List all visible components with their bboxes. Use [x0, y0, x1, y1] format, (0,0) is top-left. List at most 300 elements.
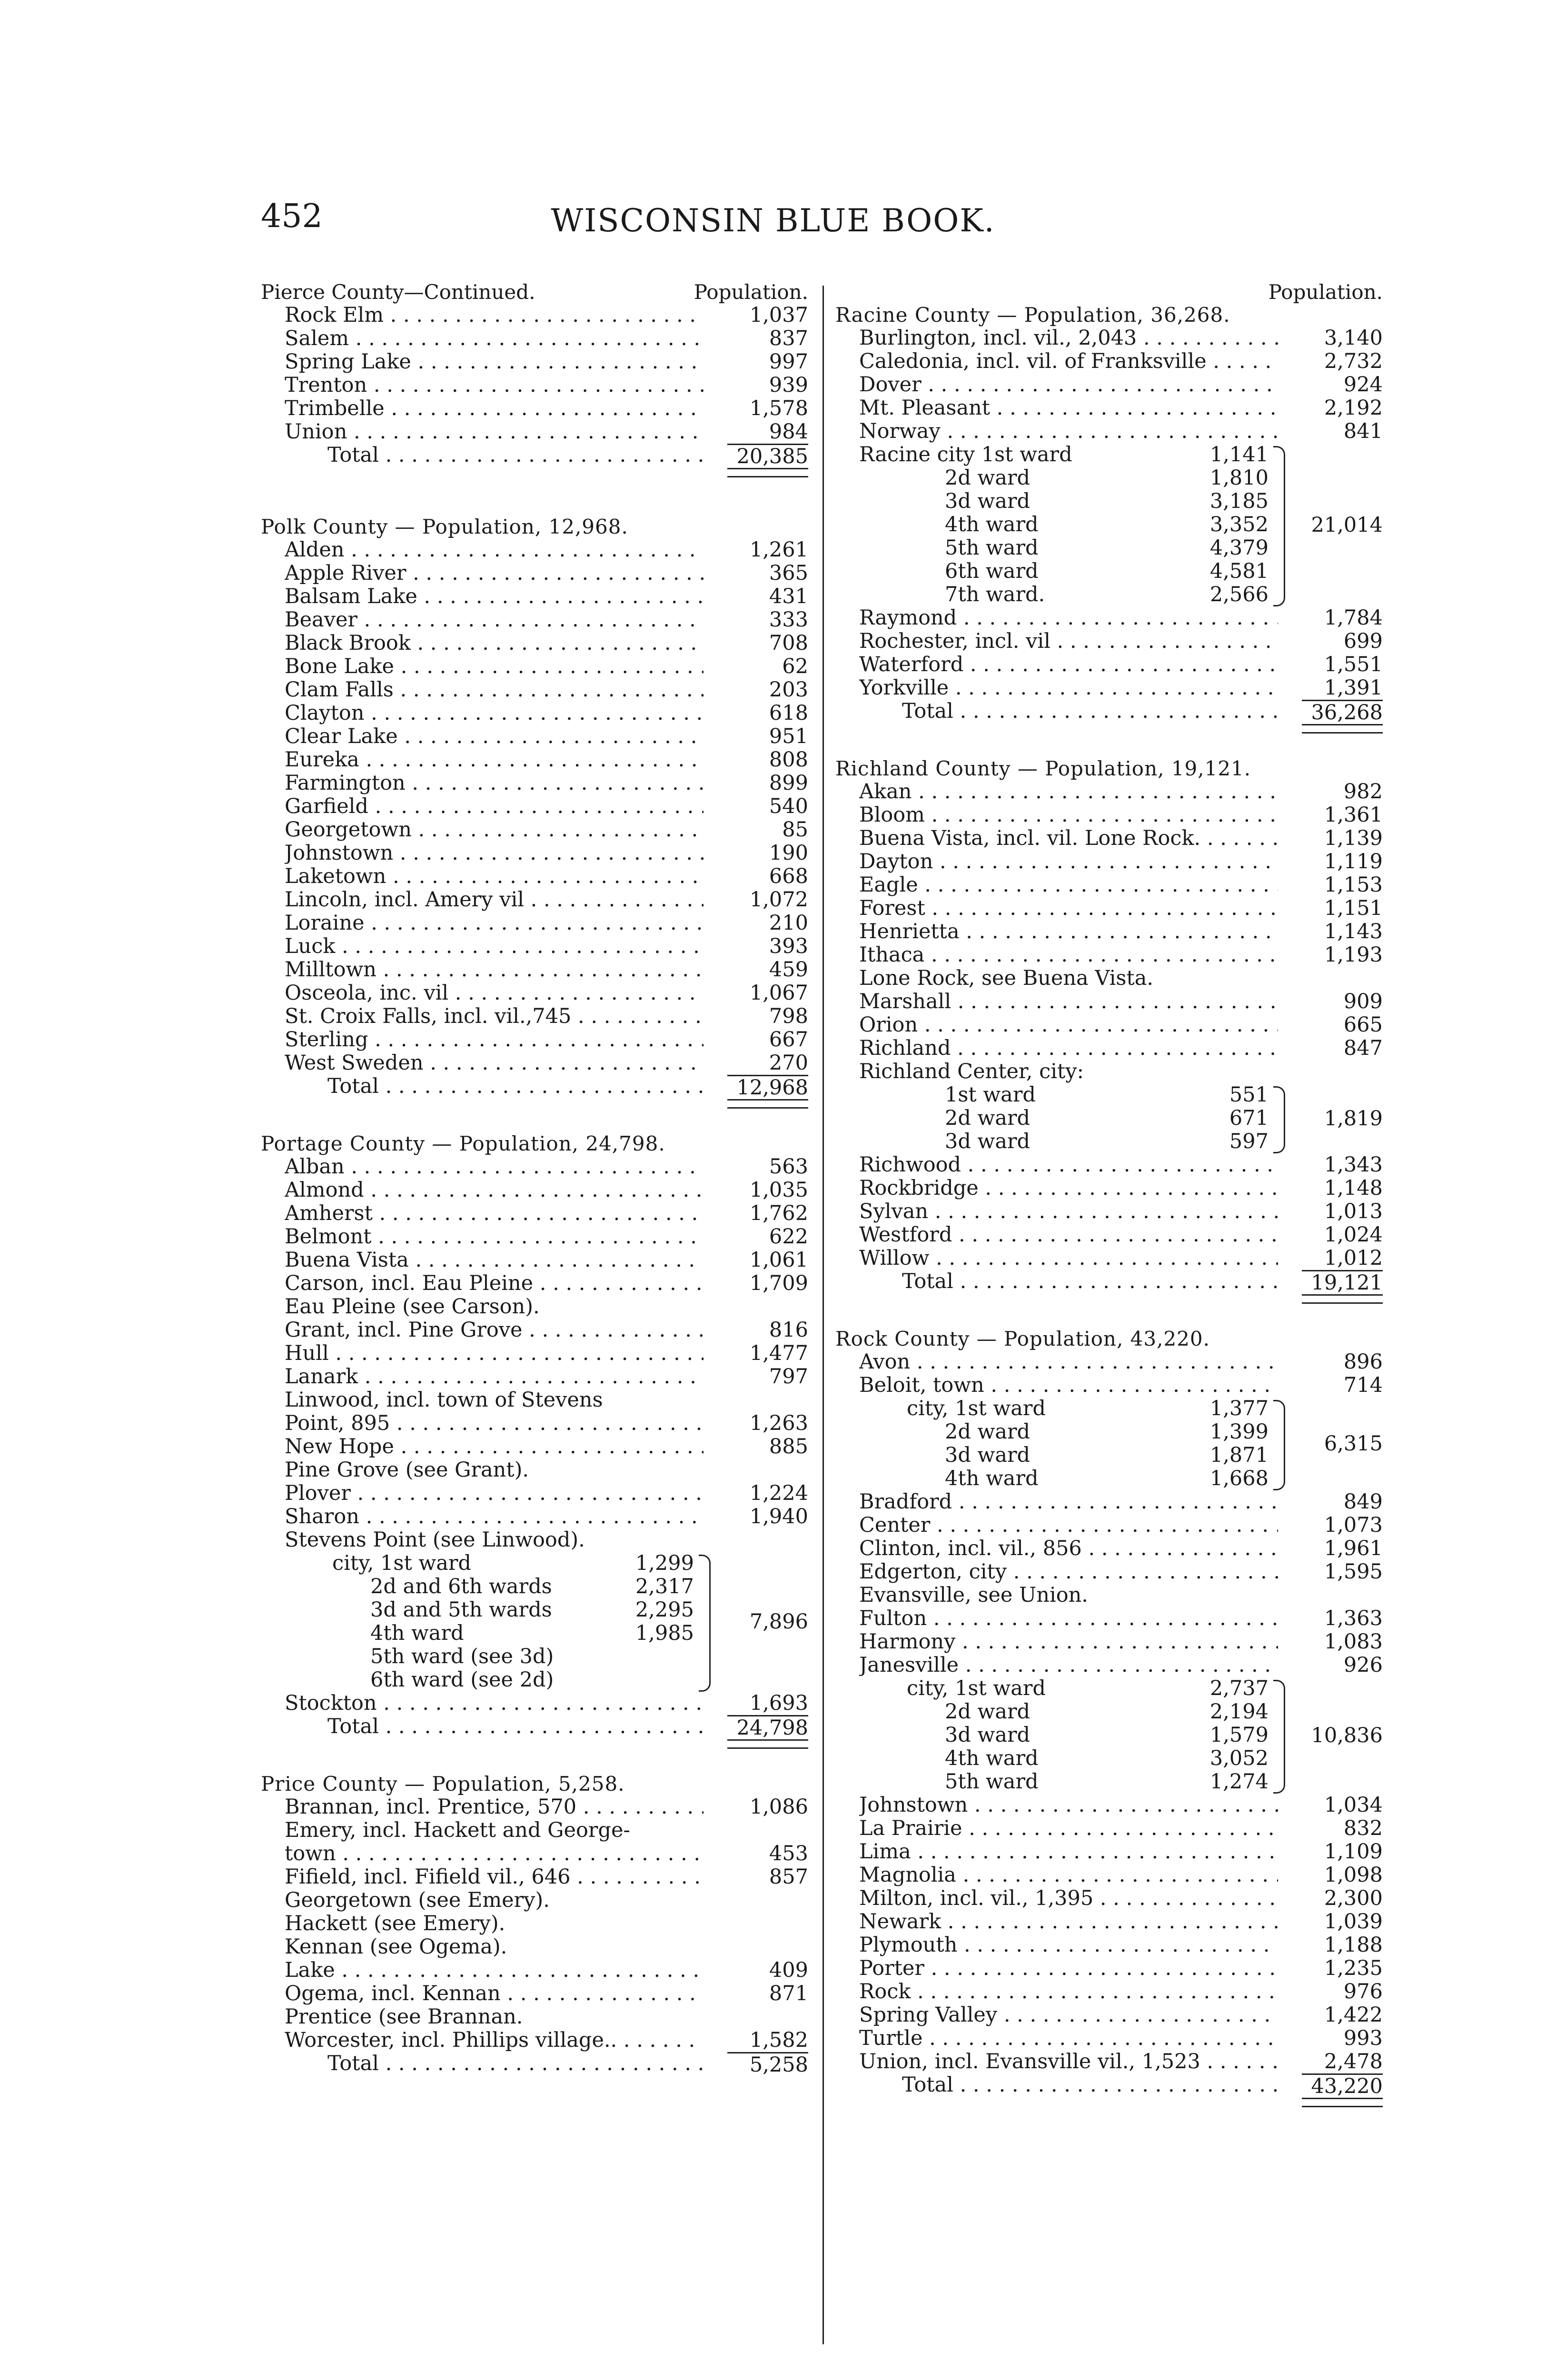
- place-name: Richland . . .: [859, 1037, 1278, 1060]
- place-name: Plymouth . . .: [859, 1934, 1278, 1957]
- place-name: Point, 895 . . .: [285, 1412, 704, 1435]
- table-row: [835, 420, 1383, 443]
- table-row: [835, 1374, 1383, 1397]
- place-name: Center . . .: [859, 1514, 1278, 1537]
- table-row: [261, 1179, 808, 1202]
- place-name: Clinton, incl. vil., 856 . . .: [859, 1537, 1278, 1560]
- population-value: 1,073: [1324, 1513, 1383, 1537]
- table-row: [261, 1365, 808, 1388]
- population-value: 1,035: [749, 1178, 808, 1202]
- place-name: Rock . . .: [859, 1980, 1278, 2003]
- ward-row: [835, 490, 1383, 513]
- total-label: Total . . .: [902, 1270, 1278, 1293]
- ward-row: [835, 466, 1383, 490]
- population-value: 984: [769, 420, 808, 444]
- section-title: Polk County — Population, 12,968.: [261, 515, 628, 538]
- ward-value: 1,141: [1209, 443, 1269, 466]
- section-title: Pierce County—Continued.: [261, 280, 535, 304]
- place-name: Porter . . .: [859, 1957, 1278, 1980]
- place-name: Avon . . .: [859, 1350, 1278, 1374]
- population-value: 2,478: [1324, 2050, 1383, 2073]
- table-row: [835, 803, 1383, 827]
- ward-label: 3d ward: [945, 1130, 1031, 1153]
- place-name: Lincoln, incl. Amery vil . . .: [285, 888, 704, 912]
- table-row: [835, 1607, 1383, 1630]
- place-name: Lake . . .: [285, 1959, 704, 1982]
- population-value: 1,961: [1324, 1537, 1383, 1560]
- population-value: 1,012: [1324, 1246, 1383, 1270]
- brace: [1273, 1680, 1285, 1794]
- population-value: 1,595: [1324, 1560, 1383, 1584]
- total-value: 20,385: [727, 444, 808, 468]
- table-row: [261, 1458, 808, 1482]
- population-value: 622: [769, 1225, 808, 1249]
- place-name: town . . .: [285, 1842, 704, 1865]
- janesville-city-wards: [835, 1677, 1383, 1794]
- place-name: Stockton . . .: [285, 1692, 704, 1715]
- place-name: Osceola, inc. vil . . .: [285, 982, 704, 1005]
- population-value: 665: [1343, 1013, 1383, 1037]
- table-row: [261, 2005, 808, 2029]
- place-name: Westford . . .: [859, 1223, 1278, 1247]
- ward-value: 671: [1229, 1106, 1269, 1130]
- place-name: Rock Elm . . .: [285, 304, 704, 327]
- total-value: 24,798: [727, 1715, 808, 1740]
- population-value: 333: [769, 608, 808, 632]
- population-value: 668: [769, 864, 808, 888]
- population-value: 1,361: [1324, 803, 1383, 827]
- ward-value: 1,274: [1209, 1770, 1269, 1794]
- place-name: Eureka . . .: [285, 748, 704, 772]
- table-row: [261, 1435, 808, 1458]
- table-row: [835, 2003, 1383, 2027]
- ward-label: Racine city 1st ward: [859, 443, 1072, 466]
- table-row: [835, 1013, 1383, 1037]
- right-column: [835, 281, 1383, 2107]
- table-row: [835, 2050, 1383, 2073]
- population-value: 1,343: [1324, 1153, 1383, 1177]
- population-value: 431: [769, 585, 808, 608]
- population-value: 1,784: [1324, 606, 1383, 630]
- population-value: 871: [769, 1982, 808, 2005]
- place-name: Forest . . .: [859, 897, 1278, 920]
- rock-rows: [835, 1350, 1383, 1397]
- ward-label: 3d ward: [945, 1443, 1031, 1467]
- ward-label: 3d ward: [945, 1723, 1031, 1747]
- place-name: Sterling . . .: [285, 1028, 704, 1051]
- section-title: Rock County — Population, 43,220.: [835, 1327, 1210, 1350]
- population-value: 1,109: [1324, 1840, 1383, 1864]
- table-row: [835, 897, 1383, 920]
- brace: [1273, 446, 1285, 606]
- population-value: 1,940: [749, 1505, 808, 1528]
- place-name: Ogema, incl. Kennan . . .: [285, 1982, 704, 2005]
- table-row: [261, 327, 808, 350]
- population-value: 1,235: [1324, 1956, 1383, 1980]
- table-row: [261, 678, 808, 702]
- place-name: Prentice (see Brannan.: [285, 2005, 523, 2029]
- pierce-header: [261, 281, 808, 304]
- total-label: Total . . .: [327, 2052, 704, 2075]
- ward-label: 3d ward: [945, 489, 1031, 513]
- place-name: Emery, incl. Hackett and George-: [285, 1819, 630, 1842]
- place-name: Milltown . . .: [285, 958, 704, 982]
- table-row: [261, 1388, 808, 1412]
- place-name: Dayton . . .: [859, 850, 1278, 873]
- column-rule: [823, 286, 824, 2344]
- population-value: 1,709: [749, 1271, 808, 1295]
- place-name: Garfield . . .: [285, 795, 704, 818]
- population-value: 1,139: [1324, 826, 1383, 850]
- table-row: [835, 1864, 1383, 1887]
- place-name: Pine Grove (see Grant).: [285, 1458, 529, 1482]
- total-label: Total . . .: [902, 700, 1278, 723]
- place-name: Henrietta . . .: [859, 920, 1278, 943]
- population-value: 714: [1343, 1373, 1383, 1397]
- ward-value: 2,317: [635, 1575, 694, 1598]
- ward-row: [261, 1575, 808, 1598]
- population-value: 3,140: [1324, 326, 1383, 350]
- population-value: 926: [1343, 1653, 1383, 1677]
- population-value: 1,151: [1324, 896, 1383, 920]
- pierce-rows: [261, 304, 808, 444]
- population-value: 203: [769, 678, 808, 702]
- place-name: Johnstown . . .: [859, 1794, 1278, 1817]
- ward-label: 4th ward: [945, 1467, 1039, 1490]
- population-value: 1,143: [1324, 920, 1383, 943]
- population-value: 409: [769, 1958, 808, 1982]
- table-row: [261, 1249, 808, 1272]
- place-name: Stevens Point (see Linwood).: [285, 1528, 585, 1552]
- ward-row: [835, 1747, 1383, 1770]
- table-row: [835, 327, 1383, 350]
- population-value: 849: [1343, 1490, 1383, 1514]
- ward-value: 2,295: [635, 1598, 694, 1622]
- population-value: 2,300: [1324, 1886, 1383, 1910]
- table-row: [261, 655, 808, 678]
- beloit-city-wards: [835, 1397, 1383, 1490]
- table-row: [261, 1505, 808, 1528]
- place-name: La Prairie . . .: [859, 1817, 1278, 1840]
- population-value: 896: [1343, 1350, 1383, 1374]
- table-row: [835, 1840, 1383, 1864]
- table-row: [261, 748, 808, 772]
- table-row: [261, 1889, 808, 1912]
- table-row: [835, 606, 1383, 630]
- place-name: Buena Vista, incl. vil. Lone Rock. . . .: [859, 827, 1278, 850]
- population-value: 210: [769, 911, 808, 935]
- brace: [1273, 1086, 1285, 1153]
- table-row: [261, 1005, 808, 1028]
- city-total-value: 10,836: [1311, 1723, 1383, 1747]
- table-row: [261, 702, 808, 725]
- ward-value: 1,668: [1209, 1467, 1269, 1490]
- ward-value: 597: [1229, 1130, 1269, 1153]
- population-value: 1,224: [749, 1481, 808, 1505]
- population-value: 2,192: [1324, 396, 1383, 420]
- population-value: 1,477: [749, 1341, 808, 1365]
- total-row: [261, 2052, 808, 2075]
- population-value: 797: [769, 1365, 808, 1388]
- table-row: [261, 1819, 808, 1842]
- table-row: [835, 780, 1383, 803]
- ward-label: 7th ward.: [945, 583, 1045, 606]
- ward-label: 1st ward: [945, 1083, 1036, 1107]
- ward-value: 3,352: [1209, 513, 1269, 536]
- table-row: [835, 1350, 1383, 1374]
- population-value: 1,037: [749, 303, 808, 327]
- population-value: 939: [769, 373, 808, 397]
- ward-row: [261, 1552, 808, 1575]
- ward-label: city, 1st ward: [332, 1551, 471, 1575]
- population-value: 837: [769, 327, 808, 350]
- racine-rows: [835, 327, 1383, 443]
- place-name: Lanark . . .: [285, 1365, 704, 1388]
- place-name: Sylvan . . .: [859, 1200, 1278, 1223]
- table-row: [261, 397, 808, 420]
- population-value: 1,013: [1324, 1200, 1383, 1223]
- table-row: [261, 350, 808, 374]
- ward-value: 4,379: [1209, 536, 1269, 560]
- population-label: Population.: [1268, 280, 1383, 304]
- table-row: [835, 1584, 1383, 1607]
- ward-label: city, 1st ward: [907, 1397, 1046, 1420]
- ward-row: [835, 560, 1383, 583]
- right-header: [835, 281, 1383, 304]
- table-row: [261, 1959, 808, 1982]
- ward-label: 4th ward: [945, 513, 1039, 536]
- table-row: [261, 1295, 808, 1319]
- table-row: [835, 1200, 1383, 1223]
- place-name: Lima . . .: [859, 1840, 1278, 1864]
- table-row: [261, 562, 808, 585]
- population-value: 798: [769, 1004, 808, 1028]
- population-value: 1,261: [749, 538, 808, 562]
- table-row: [261, 304, 808, 327]
- table-row: [835, 1980, 1383, 2003]
- place-name: Turtle . . .: [859, 2027, 1278, 2050]
- table-row: [261, 1982, 808, 2005]
- ward-row: [835, 1083, 1383, 1107]
- place-name: Marshall . . .: [859, 990, 1278, 1013]
- total-row: [835, 2073, 1383, 2097]
- city-total-value: 6,315: [1324, 1432, 1383, 1456]
- population-value: 1,422: [1324, 2003, 1383, 2027]
- brace: [1273, 1400, 1285, 1490]
- ward-value: 1,810: [1209, 466, 1269, 490]
- population-value: 993: [1343, 2026, 1383, 2050]
- place-name: Grant, incl. Pine Grove . . .: [285, 1319, 704, 1342]
- place-name: Clam Falls . . .: [285, 678, 704, 702]
- population-value: 453: [769, 1842, 808, 1865]
- place-name: Alden . . .: [285, 538, 704, 562]
- table-row: [835, 827, 1383, 850]
- double-rule: [1302, 2098, 1383, 2107]
- population-value: 1,193: [1324, 943, 1383, 967]
- population-value: 1,119: [1324, 850, 1383, 873]
- place-name: Norway . . .: [859, 420, 1278, 443]
- section-title: Racine County — Population, 36,268.: [835, 303, 1230, 327]
- table-row: [261, 1225, 808, 1249]
- place-name: Union . . .: [285, 420, 704, 444]
- racine-city-wards: [835, 443, 1383, 606]
- table-row: [835, 1630, 1383, 1654]
- place-name: Brannan, incl. Prentice, 570 . . .: [285, 1795, 704, 1819]
- table-row: [261, 420, 808, 444]
- place-name: Clayton . . .: [285, 702, 704, 725]
- table-row: [835, 1177, 1383, 1200]
- ward-label: 4th ward: [370, 1621, 464, 1645]
- table-row: [835, 1934, 1383, 1957]
- table-row: [261, 1842, 808, 1865]
- ward-value: 1,871: [1209, 1443, 1269, 1467]
- table-row: [261, 982, 808, 1005]
- table-row: [835, 990, 1383, 1013]
- table-row: [835, 1887, 1383, 1910]
- population-value: 540: [769, 794, 808, 818]
- ward-row: [261, 1668, 808, 1692]
- place-name: Johnstown . . .: [285, 842, 704, 865]
- place-name: Sharon . . .: [285, 1505, 704, 1528]
- population-value: 1,067: [749, 981, 808, 1005]
- portage-rows: [261, 1155, 808, 1552]
- section-title: Portage County — Population, 24,798.: [261, 1132, 665, 1155]
- population-value: 857: [769, 1865, 808, 1889]
- table-row: [261, 1051, 808, 1075]
- table-row: [261, 1319, 808, 1342]
- population-value: 1,153: [1324, 873, 1383, 897]
- ward-label: 5th ward: [945, 536, 1039, 560]
- place-name: Georgetown (see Emery).: [285, 1889, 550, 1912]
- table-row: [835, 1514, 1383, 1537]
- ward-label: 5th ward (see 3d): [370, 1645, 554, 1668]
- section-title: Price County — Population, 5,258.: [261, 1772, 625, 1795]
- ward-value: 3,052: [1209, 1746, 1269, 1770]
- table-row: [261, 632, 808, 655]
- place-name: Magnolia . . .: [859, 1864, 1278, 1887]
- place-name: Burlington, incl. vil., 2,043 . . .: [859, 327, 1278, 350]
- population-value: 841: [1343, 419, 1383, 443]
- table-row: [835, 1654, 1383, 1677]
- place-name: Eau Pleine (see Carson).: [285, 1295, 540, 1319]
- table-row: [835, 373, 1383, 397]
- table-row: [261, 725, 808, 748]
- ward-row: [835, 1724, 1383, 1747]
- population-value: 1,551: [1324, 653, 1383, 676]
- population-value: 885: [769, 1435, 808, 1458]
- population-value: 667: [769, 1028, 808, 1051]
- stevens-point-wards: [261, 1552, 808, 1692]
- population-value: 2,732: [1324, 349, 1383, 373]
- population-value: 1,098: [1324, 1863, 1383, 1887]
- table-row: [835, 1223, 1383, 1247]
- ward-label: 2d and 6th wards: [370, 1575, 552, 1598]
- place-name: Fulton . . .: [859, 1607, 1278, 1630]
- place-name: Akan . . .: [859, 780, 1278, 803]
- table-row: [835, 1560, 1383, 1584]
- ward-label: 2d ward: [945, 1420, 1031, 1444]
- place-name: Salem . . .: [285, 327, 704, 350]
- total-label: Total . . .: [902, 2073, 1278, 2097]
- population-value: 1,086: [749, 1795, 808, 1819]
- place-name: Beaver . . .: [285, 608, 704, 632]
- ward-label: 4th ward: [945, 1746, 1039, 1770]
- total-label: Total . . .: [327, 444, 704, 467]
- richland-rows: [835, 780, 1383, 1083]
- double-rule: [1302, 724, 1383, 734]
- place-name: Clear Lake . . .: [285, 725, 704, 748]
- rock-mid-rows: [835, 1490, 1383, 1677]
- population-value: 951: [769, 724, 808, 748]
- population-value: 1,391: [1324, 676, 1383, 700]
- ward-value: 2,737: [1209, 1676, 1269, 1700]
- ward-label: city, 1st ward: [907, 1676, 1046, 1700]
- place-name: Plover . . .: [285, 1482, 704, 1505]
- brace: [699, 1555, 711, 1692]
- place-name: Rochester, incl. vil . . .: [859, 630, 1278, 653]
- ward-row: [835, 1770, 1383, 1794]
- ward-label: 6th ward: [945, 559, 1039, 583]
- table-row: [835, 653, 1383, 676]
- total-value: 43,220: [1302, 2073, 1383, 2098]
- population-value: 699: [1343, 629, 1383, 653]
- population-value: 997: [769, 350, 808, 374]
- population-value: 808: [769, 748, 808, 772]
- price-rows: [261, 1795, 808, 2052]
- total-value: 19,121: [1302, 1270, 1383, 1295]
- place-name: Carson, incl. Eau Pleine . . .: [285, 1272, 704, 1295]
- table-row: [261, 1912, 808, 1935]
- total-label: Total . . .: [327, 1715, 704, 1738]
- place-name: Orion . . .: [859, 1013, 1278, 1037]
- table-row: [261, 958, 808, 982]
- ward-row: [835, 443, 1383, 466]
- city-total-value: 1,819: [1324, 1106, 1383, 1130]
- place-name: Spring Lake . . .: [285, 350, 704, 374]
- table-row: [835, 1153, 1383, 1177]
- richland-after-rows: [835, 1153, 1383, 1270]
- table-row: [835, 350, 1383, 373]
- table-row: [835, 1490, 1383, 1514]
- table-row: [261, 912, 808, 935]
- population-value: 365: [769, 561, 808, 585]
- place-name: Richland Center, city:: [859, 1060, 1084, 1083]
- ward-value: 2,194: [1209, 1700, 1269, 1724]
- table-row: [261, 585, 808, 608]
- place-name: Belmont . . .: [285, 1225, 704, 1249]
- double-rule: [1302, 1294, 1383, 1304]
- place-name: Luck . . .: [285, 935, 704, 958]
- population-value: 708: [769, 631, 808, 655]
- population-value: 909: [1343, 990, 1383, 1013]
- city-total-value: 21,014: [1311, 513, 1383, 537]
- total-row: [835, 1270, 1383, 1293]
- table-row: [261, 888, 808, 912]
- place-name: Apple River . . .: [285, 562, 704, 585]
- racine-after-rows: [835, 606, 1383, 700]
- table-row: [261, 1482, 808, 1505]
- place-name: Harmony . . .: [859, 1630, 1278, 1654]
- total-label: Total . . .: [327, 1075, 704, 1098]
- population-value: 190: [769, 841, 808, 865]
- polk-rows: [261, 538, 808, 1075]
- table-row: [261, 842, 808, 865]
- population-value: 459: [769, 958, 808, 982]
- population-value: 1,578: [749, 397, 808, 420]
- ward-label: 2d ward: [945, 1700, 1031, 1724]
- table-row: [261, 1692, 808, 1715]
- place-name: Willow . . .: [859, 1247, 1278, 1270]
